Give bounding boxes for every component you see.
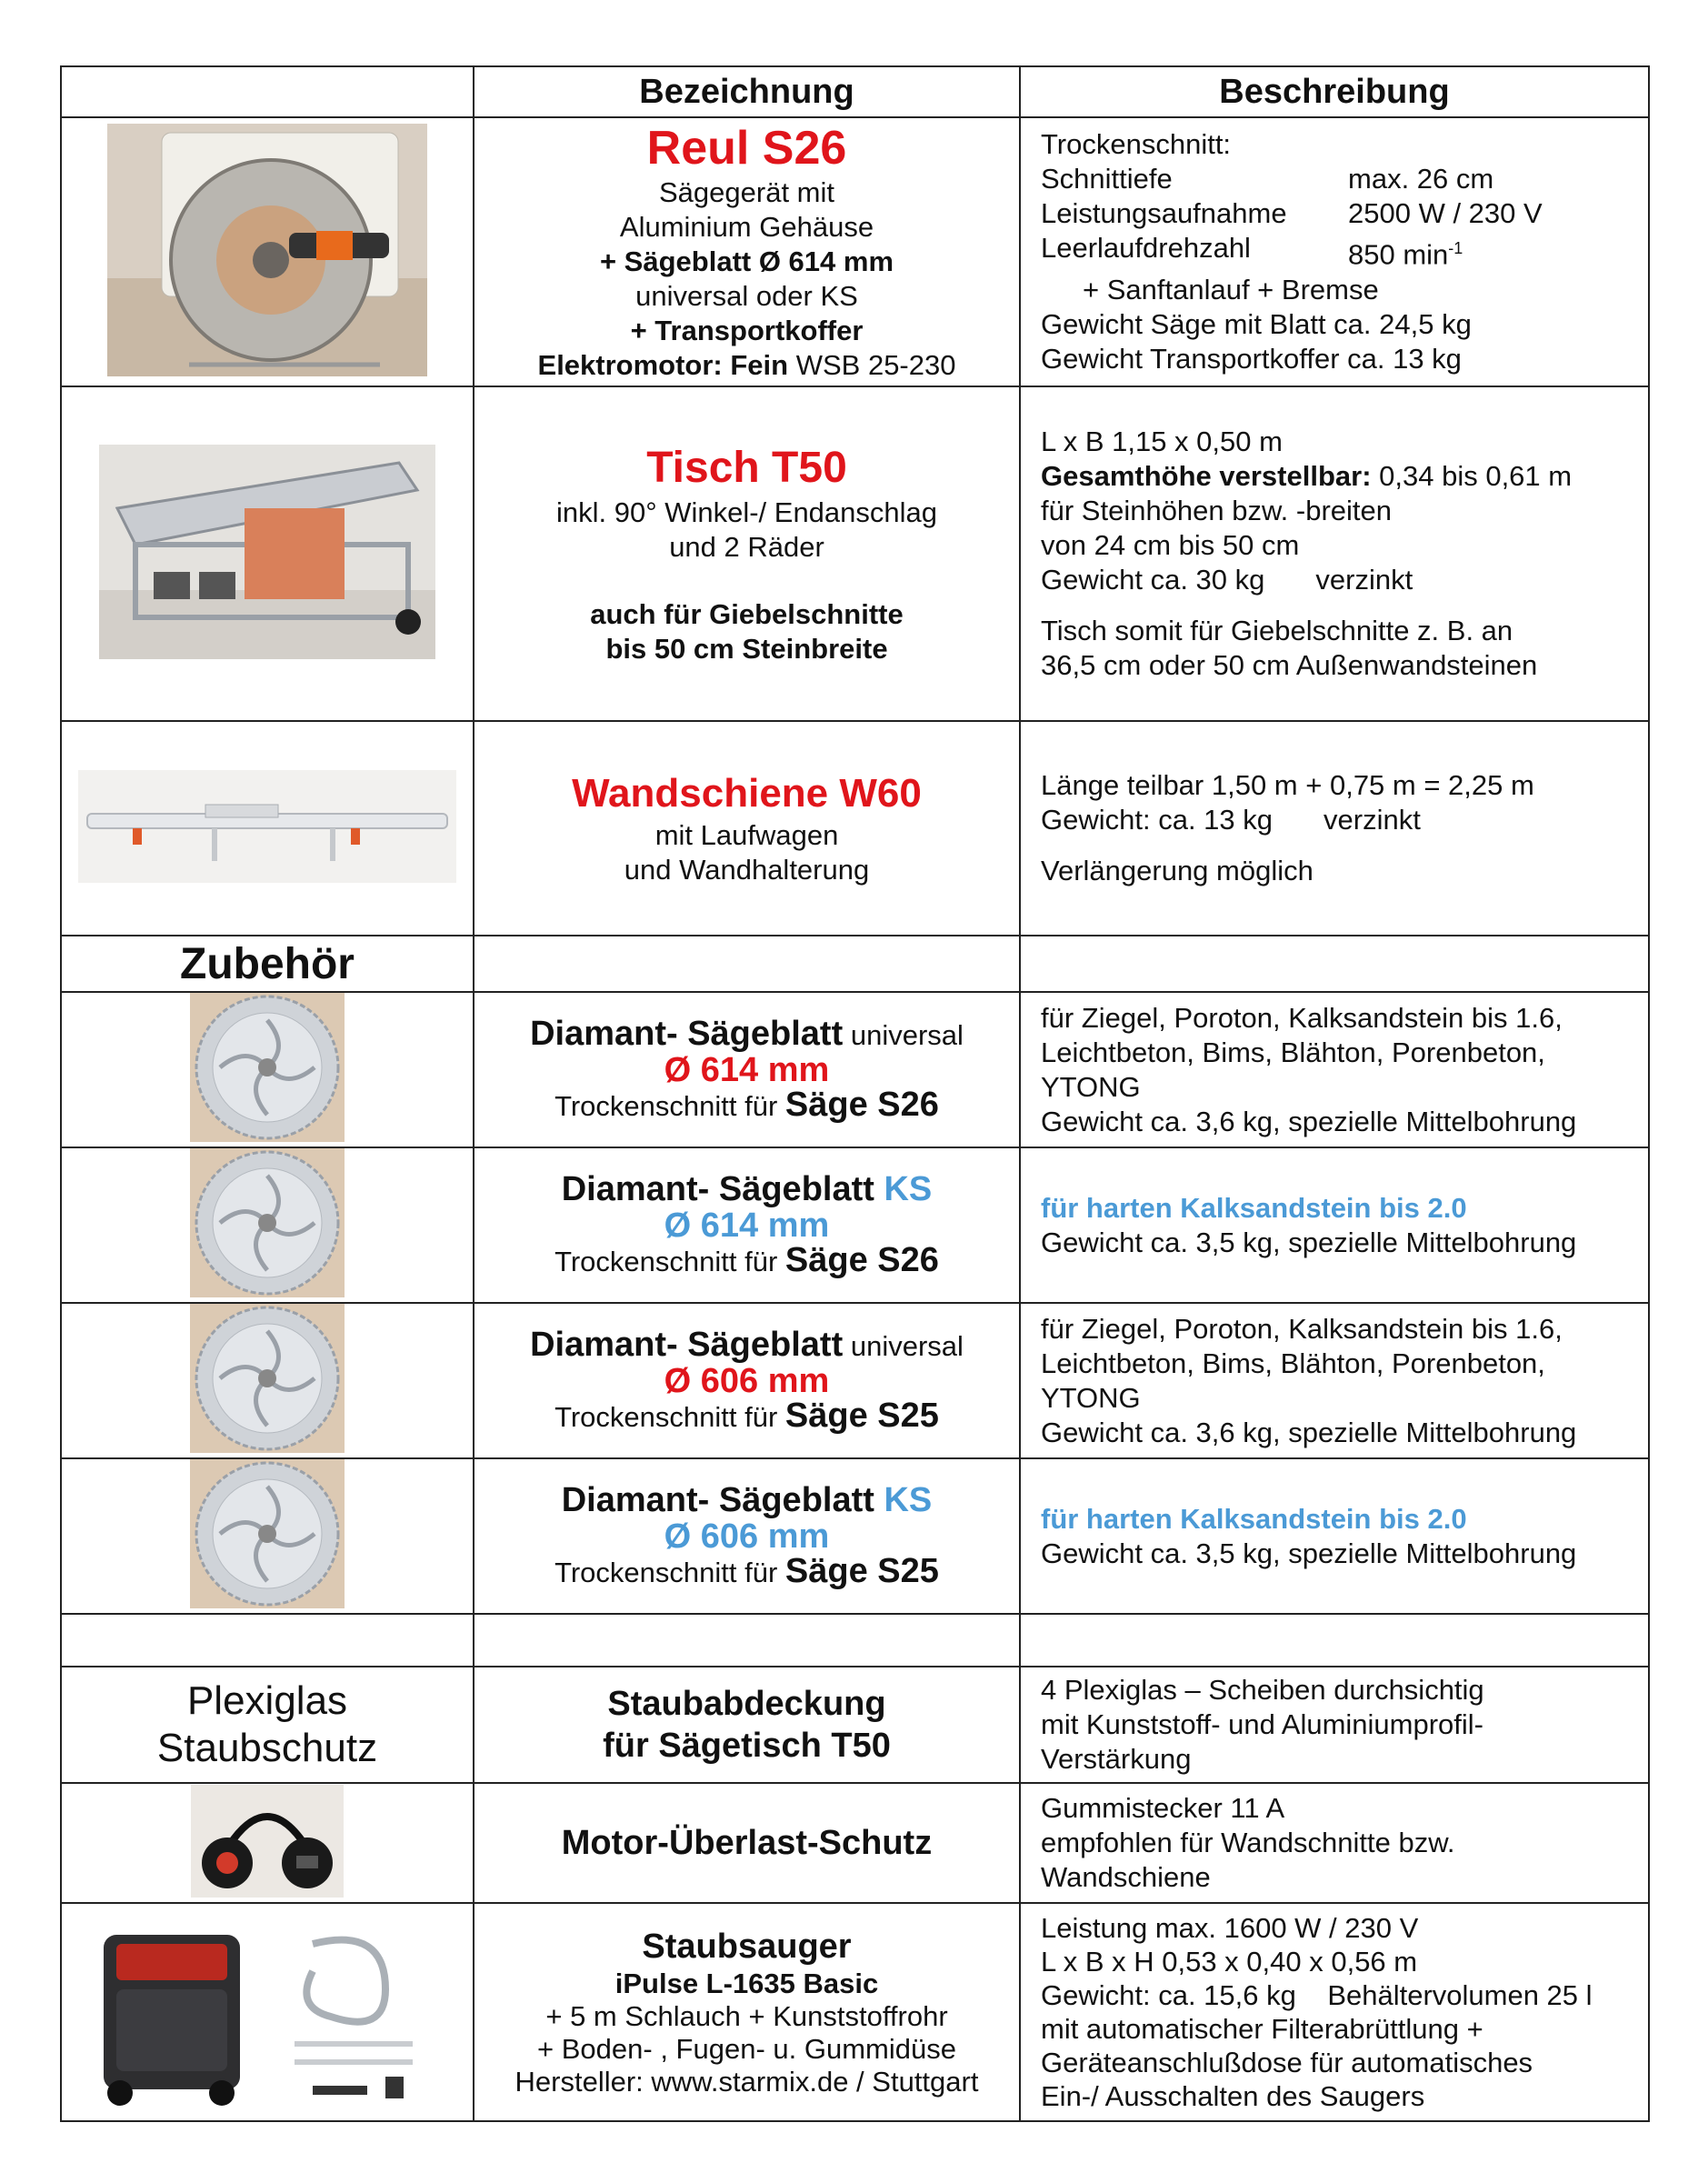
s26-d3-key: Leerlaufdrehzahl xyxy=(1041,232,1251,265)
zubehoer-empty-2 xyxy=(474,936,1020,992)
blade1-size: Ø 614 mm xyxy=(664,1050,830,1089)
vac-line2: + 5 m Schlauch + Kunststoffrohr xyxy=(545,2000,948,2032)
t50-line3: auch für Giebelschnitte xyxy=(590,598,904,630)
blade1-usage xyxy=(474,1087,1019,1124)
blade1-u2: Säge S26 xyxy=(784,1085,939,1124)
plexi-name-cell xyxy=(474,1667,1020,1783)
blade3-desc-4: Gewicht ca. 3,6 kg, spezielle Mittelbohrung xyxy=(1041,1416,1577,1448)
saw-blade-image xyxy=(190,1148,345,1297)
table-photo-cell xyxy=(61,386,474,721)
w60-desc-1: Länge teilbar 1,50 m + 0,75 m = 2,25 m xyxy=(1041,769,1534,801)
w60-title: Wandschiene W60 xyxy=(572,771,922,816)
plexi-title-1: Staubabdeckung xyxy=(607,1685,886,1723)
blade3-usage xyxy=(474,1398,1019,1435)
plexi-desc-1: 4 Plexiglas – Scheiben durchsichtig xyxy=(1041,1674,1484,1706)
blade2-desc-1: für harten Kalksandstein bis 2.0 xyxy=(1041,1191,1467,1224)
plexi-label-cell xyxy=(61,1667,474,1783)
blade3-desc-1: für Ziegel, Poroton, Kalksandstein bis 1.6, xyxy=(1041,1312,1563,1345)
blade4-desc-cell xyxy=(1020,1458,1649,1614)
t50-desc-6: Tisch somit für Giebelschnitte z. B. an xyxy=(1041,615,1513,646)
blade4-t2: KS xyxy=(874,1480,933,1519)
blade4-desc-2: Gewicht ca. 3,5 kg, spezielle Mittelbohrung xyxy=(1041,1537,1577,1569)
s26-line4: universal oder KS xyxy=(635,280,858,312)
s26-line1: Sägegerät mit xyxy=(659,176,834,208)
blade2-desc-2: Gewicht ca. 3,5 kg, spezielle Mittelbohrung xyxy=(1041,1226,1577,1258)
blade3-desc-2: Leichtbeton, Bims, Blähton, Porenbeton, xyxy=(1041,1347,1545,1379)
saw-blade-image xyxy=(190,993,345,1142)
plexi-desc-3: Verstärkung xyxy=(1041,1743,1192,1775)
rail-photo-cell xyxy=(61,721,474,936)
s26-d1-key: Schnittiefe xyxy=(1041,163,1173,195)
blade1-u1: Trockenschnitt für xyxy=(554,1089,785,1122)
saw-blade-image xyxy=(190,1304,345,1453)
motor-desc-3: Wandschiene xyxy=(1041,1861,1211,1893)
w60-desc-2 xyxy=(1041,803,1628,837)
blade4-name-cell xyxy=(474,1458,1020,1614)
motor-title: Motor-Überlast-Schutz xyxy=(561,1824,933,1862)
s26-name-cell xyxy=(474,117,1020,386)
t50-desc-5 xyxy=(1041,563,1628,597)
blade3-photo-cell xyxy=(61,1303,474,1458)
blade1-desc-3: YTONG xyxy=(1041,1070,1141,1103)
saw-blade-image xyxy=(190,1459,345,1608)
plexi-label-1: Plexiglas xyxy=(186,1678,348,1723)
t50-desc-3: für Steinhöhen bzw. -breiten xyxy=(1041,495,1393,526)
s26-line6b: WSB 25-230 xyxy=(788,349,956,381)
vac-desc-1: Leistung max. 1600 W / 230 V xyxy=(1041,1912,1419,1944)
blade4-usage xyxy=(474,1551,1019,1590)
t50-line1: inkl. 90° Winkel-/ Endanschlag xyxy=(555,496,938,528)
vac-line4: Hersteller: www.starmix.de / Stuttgart xyxy=(514,2066,979,2098)
section-row xyxy=(61,936,1649,992)
blade3-title xyxy=(474,1327,1019,1364)
vac-desc-cell xyxy=(1020,1903,1649,2121)
s26-line6a: Elektromotor: Fein xyxy=(537,349,789,381)
table-row xyxy=(61,1147,1649,1303)
t50-title: Tisch T50 xyxy=(646,444,847,492)
spacer-cell xyxy=(474,1614,1020,1667)
blade4-title xyxy=(474,1480,1019,1519)
blade2-u2: Säge S26 xyxy=(784,1240,939,1279)
blade3-u1: Trockenschnitt für xyxy=(554,1400,785,1433)
blade1-desc-1: für Ziegel, Poroton, Kalksandstein bis 1.6, xyxy=(1041,1001,1563,1034)
blade3-t2: universal xyxy=(843,1329,964,1362)
plexi-title-2: für Sägetisch T50 xyxy=(603,1727,891,1765)
vac-line3: + Boden- , Fugen- u. Gummidüse xyxy=(537,2033,956,2065)
t50-d2b: 0,34 bis 0,61 m xyxy=(1371,460,1573,492)
s26-desc-5: Gewicht Säge mit Blatt ca. 24,5 kg xyxy=(1041,307,1472,340)
vacuum-cleaner-image xyxy=(85,1908,449,2113)
blade1-t2: universal xyxy=(843,1018,964,1051)
table-row xyxy=(61,992,1649,1147)
blade2-u1: Trockenschnitt für xyxy=(554,1245,785,1277)
blade4-u2: Säge S25 xyxy=(784,1551,939,1590)
plexi-desc-cell xyxy=(1020,1667,1649,1783)
blade3-desc-cell xyxy=(1020,1303,1649,1458)
blade3-size: Ø 606 mm xyxy=(664,1361,830,1400)
w60-desc-3: Verlängerung möglich xyxy=(1041,855,1313,886)
vac-desc-3: Gewicht: ca. 15,6 kg Behältervolumen 25 l xyxy=(1041,1979,1593,2011)
w60-name-cell xyxy=(474,721,1020,936)
blade1-desc-cell xyxy=(1020,992,1649,1147)
s26-title: Reul S26 xyxy=(646,122,847,175)
blade4-size: Ø 606 mm xyxy=(664,1517,830,1556)
spacer-cell xyxy=(61,1614,474,1667)
table-header-row xyxy=(61,66,1649,117)
vac-title: Staubsauger xyxy=(642,1928,852,1966)
table-row xyxy=(61,1783,1649,1903)
blade3-u2: Säge S25 xyxy=(784,1396,939,1435)
s26-desc-4: + Sanftanlauf + Bremse xyxy=(1083,273,1379,305)
s26-line5: + Transportkoffer xyxy=(630,315,864,346)
t50-desc-4: von 24 cm bis 50 cm xyxy=(1041,529,1300,561)
table-row xyxy=(61,386,1649,721)
blade3-desc-3: YTONG xyxy=(1041,1381,1141,1414)
s26-d3-sup: -1 xyxy=(1448,239,1463,258)
s26-desc-cell xyxy=(1020,117,1649,386)
vac-desc-5: Geräteanschlußdose für automatisches xyxy=(1041,2047,1533,2078)
blade3-t1: Diamant- Sägeblatt xyxy=(530,1325,844,1364)
product-table xyxy=(60,65,1650,2122)
table-row xyxy=(61,117,1649,386)
blade2-t1: Diamant- Sägeblatt xyxy=(561,1169,874,1208)
spacer-row xyxy=(61,1614,1649,1667)
blade2-desc-cell xyxy=(1020,1147,1649,1303)
blade4-u1: Trockenschnitt für xyxy=(554,1556,785,1588)
blade2-size: Ø 614 mm xyxy=(664,1206,830,1245)
header-beschreibung: Beschreibung xyxy=(1020,66,1649,117)
table-row xyxy=(61,1458,1649,1614)
motor-photo-cell xyxy=(61,1783,474,1903)
vacuum-photo-cell xyxy=(61,1903,474,2121)
blade1-desc-2: Leichtbeton, Bims, Blähton, Porenbeton, xyxy=(1041,1036,1545,1068)
blade1-photo-cell xyxy=(61,992,474,1147)
w60-d2a: Gewicht: ca. 13 kg xyxy=(1041,804,1274,836)
s26-desc-0: Trockenschnitt: xyxy=(1041,128,1232,161)
s26-d3-val: 850 min xyxy=(1348,238,1449,271)
blade1-name-cell xyxy=(474,992,1020,1147)
s26-desc-6: Gewicht Transportkoffer ca. 13 kg xyxy=(1041,342,1462,375)
s26-line6 xyxy=(474,348,1019,383)
s26-desc-2 xyxy=(1041,196,1628,231)
w60-line2: und Wandhalterung xyxy=(624,854,870,886)
blade1-desc-4: Gewicht ca. 3,6 kg, spezielle Mittelbohrung xyxy=(1041,1105,1577,1137)
vac-name-cell xyxy=(474,1903,1020,2121)
s26-line3: + Sägeblatt Ø 614 mm xyxy=(599,245,894,277)
t50-desc-cell xyxy=(1020,386,1649,721)
w60-d2b: verzinkt xyxy=(1323,804,1421,836)
table-row xyxy=(61,721,1649,936)
plug-adapter-image xyxy=(191,1785,344,1898)
t50-name-cell xyxy=(474,386,1020,721)
blade4-t1: Diamant- Sägeblatt xyxy=(561,1480,874,1519)
table-row xyxy=(61,1903,1649,2121)
t50-desc-2 xyxy=(1041,459,1628,494)
zubehoer-empty-3 xyxy=(1020,936,1649,992)
wall-rail-image xyxy=(78,770,456,883)
s26-desc-1 xyxy=(1041,162,1628,196)
s26-d2-key: Leistungsaufnahme xyxy=(1041,197,1287,230)
s26-line2: Aluminium Gehäuse xyxy=(619,211,874,243)
motor-name-cell xyxy=(474,1783,1020,1903)
blade1-title xyxy=(474,1016,1019,1053)
motor-desc-cell xyxy=(1020,1783,1649,1903)
table-row xyxy=(61,1667,1649,1783)
s26-d1-val: max. 26 cm xyxy=(1348,163,1494,195)
blade4-photo-cell xyxy=(61,1458,474,1614)
blade2-title xyxy=(474,1169,1019,1208)
blade4-desc-1: für harten Kalksandstein bis 2.0 xyxy=(1041,1502,1467,1535)
saw-table-image xyxy=(99,445,435,659)
blade2-photo-cell xyxy=(61,1147,474,1303)
blade3-name-cell xyxy=(474,1303,1020,1458)
header-col-image xyxy=(61,66,474,117)
motor-desc-2: empfohlen für Wandschnitte bzw. xyxy=(1041,1827,1455,1858)
vac-line1: iPulse L-1635 Basic xyxy=(614,1968,879,1999)
t50-d2a: Gesamthöhe verstellbar: xyxy=(1041,460,1372,492)
header-bezeichnung: Bezeichnung xyxy=(474,66,1020,117)
s26-desc-3 xyxy=(1041,231,1628,272)
plexi-desc-2: mit Kunststoff- und Aluminiumprofil- xyxy=(1041,1708,1484,1740)
blade2-t2: KS xyxy=(874,1169,933,1208)
s26-d2-val: 2500 W / 230 V xyxy=(1348,197,1543,230)
blade2-usage xyxy=(474,1240,1019,1279)
table-row xyxy=(61,1303,1649,1458)
circular-saw-image xyxy=(107,124,427,376)
t50-d5a: Gewicht ca. 30 kg xyxy=(1041,564,1265,596)
w60-line1: mit Laufwagen xyxy=(654,819,839,851)
motor-desc-1: Gummistecker 11 A xyxy=(1041,1792,1285,1824)
t50-d5b: verzinkt xyxy=(1315,564,1413,596)
t50-line2: und 2 Räder xyxy=(669,531,824,563)
saw-photo-cell xyxy=(61,117,474,386)
zubehoer-title: Zubehör xyxy=(61,936,474,992)
spacer-cell xyxy=(1020,1614,1649,1667)
blade2-name-cell xyxy=(474,1147,1020,1303)
vac-desc-6: Ein-/ Ausschalten des Saugers xyxy=(1041,2080,1425,2112)
blade1-t1: Diamant- Sägeblatt xyxy=(530,1014,844,1053)
t50-desc-7: 36,5 cm oder 50 cm Außenwandsteinen xyxy=(1041,649,1538,681)
vac-desc-4: mit automatischer Filterabrüttlung + xyxy=(1041,2013,1483,2045)
t50-line4: bis 50 cm Steinbreite xyxy=(605,633,888,665)
vac-desc-2: L x B x H 0,53 x 0,40 x 0,56 m xyxy=(1041,1946,1418,1978)
t50-desc-1: L x B 1,15 x 0,50 m xyxy=(1041,426,1283,457)
plexi-label-2: Staubschutz xyxy=(156,1726,378,1770)
w60-desc-cell xyxy=(1020,721,1649,936)
